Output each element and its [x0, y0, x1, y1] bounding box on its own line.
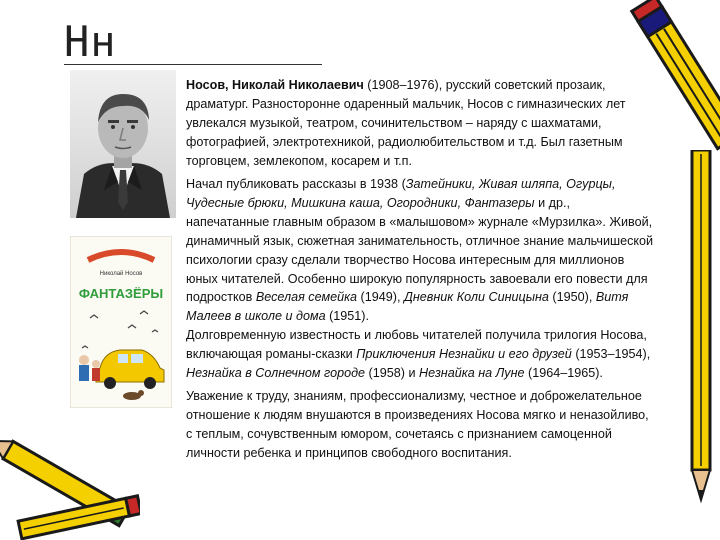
bio-p3-title-1: Приключения Незнайки и его друзей [356, 347, 572, 362]
portrait-photo [70, 70, 176, 218]
bio-p2-text-d: (1950), [548, 290, 596, 305]
bio-paragraph-3: Уважение к труду, знаниям, профессионализму, честное и доброжелательное отношение к людям внушаются в произведениях Носова мягко и неназойливо, с теплым, сочувственным юмором, сочетаясь с признанием самоценной личности ребенка и принципов свободного воспитания. [186, 389, 649, 461]
bio-p1-text: (1908–1976), русский советский прозаик, драматург. Разносторонне одаренный мальчик, Носов с гимназических лет увлекался музыкой, театром, сочинительством – наряду с шахматами, фотографией, электротехникой, радиолюбительством и т.д. Был газетным торговцем, землекопом, косарем и т.п. [186, 78, 626, 168]
bio-p3-text-d: (1964–1965). [524, 366, 603, 381]
bio-p2-title-2: Дневник Коли Синицына [403, 290, 549, 305]
author-name: Носов, Николай Николаевич [186, 78, 364, 92]
bio-p3-text-b: (1953–1954), [571, 347, 651, 362]
author-portrait [70, 70, 176, 218]
bio-paragraph-2 [186, 175, 656, 383]
book-cover-illustration [70, 236, 172, 408]
pencil-bottom-icon [0, 420, 140, 540]
bio-p3-text-a: Долговременную известность и любовь читателей получила трилогия Носова, включающая романы-сказки [186, 328, 647, 362]
book-title-label: ФАНТАЗЁРЫ [78, 286, 164, 301]
biography-text [186, 76, 656, 467]
bio-p2-text-c: (1949), [357, 290, 404, 305]
title-underline [64, 64, 322, 65]
bio-p2-titles: Затейники, Живая шляпа, Огурцы, Чудесные брюки, Мишкина каша, Огородники, Фантазеры [186, 176, 616, 210]
slide-title: Нн [64, 17, 117, 66]
bio-p2-title-1: Веселая семейка [255, 290, 358, 305]
bio-p2-text-e: (1951). [325, 309, 369, 324]
bio-p2-text-b: и др., напечатанные главным образом в «малышовом» журнале «Мурзилка». Живой, динамичный язык, сюжетная занимательность, отличное знание мальчишеской психологии сразу сделали творчество Носова интересным для миллионов юных читателей. Особенно широкую популярность завоевали его повести для подростков [186, 195, 654, 305]
bio-paragraph-1 [186, 76, 656, 171]
bio-p3-text-c: (1958) и [365, 366, 419, 381]
book-cover-image [70, 236, 172, 408]
bio-p2-text-a: Начал публиковать рассказы в 1938 ( [186, 176, 406, 191]
pencil-right-icon [680, 150, 720, 510]
bio-p3-title-3: Незнайка на Луне [419, 366, 525, 381]
bio-p3-title-2: Незнайка в Солнечном городе [186, 366, 366, 381]
book-author-label: Николай Носов [99, 271, 143, 277]
bio-p2-title-3: Витя Малеев в школе и дома [186, 290, 629, 324]
